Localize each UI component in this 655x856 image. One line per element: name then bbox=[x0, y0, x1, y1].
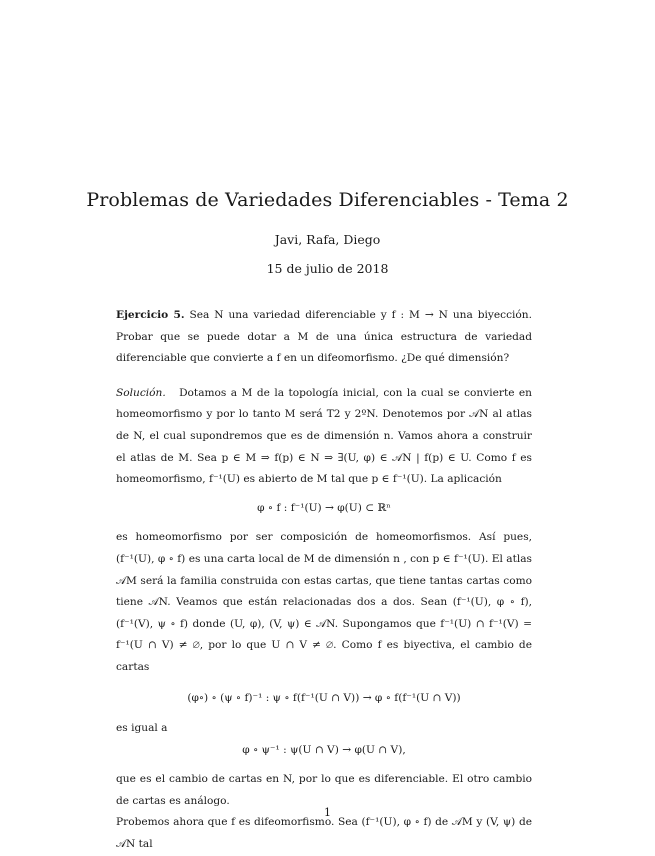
page-number: 1 bbox=[324, 806, 331, 819]
solution-label: Solución. bbox=[116, 386, 166, 399]
solution-paragraph-5: Probemos ahora que f es difeomorfismo. Sea (f⁻¹(U), φ ∘ f) de 𝒜M y (V, ψ) de 𝒜N tal bbox=[116, 816, 532, 851]
display-equation-1: φ ∘ f : f⁻¹(U) → φ(U) ⊂ ℝⁿ bbox=[257, 501, 391, 514]
solution-paragraph-3: es igual a bbox=[116, 722, 168, 735]
solution-paragraph-2: es homeomorfismo por ser composición de homeomorfismos. Así pues, (f⁻¹(U), φ ∘ f) es una carta local de M de dimensión n , con p ∈ f⁻¹(U). El atlas 𝒜M será la familia construida con estas cartas, que tiene tantas cartas como tiene 𝒜N. Veamos que están relacionadas dos a dos. Sean (f⁻¹(U), φ ∘ f), (f⁻¹(V), ψ ∘ f) donde (U, φ), (V, ψ) ∈ 𝒜N. Supongamos que f⁻¹(U) ∩ f⁻¹(V) = f⁻¹(U ∩ V) ≠ ∅, por lo que U ∩ V ≠ ∅. Como f es biyectiva, el cambio de cartas bbox=[116, 531, 532, 673]
solution-paragraph-4: que es el cambio de cartas en N, por lo que es diferenciable. El otro cambio de cartas es análogo. bbox=[116, 773, 532, 807]
solution-text-1: Dotamos a M de la topología inicial, con la cual se convierte en homeomorfismo y por lo tanto M será T2 y 2ºN. Denotemos por 𝒜N al atlas de N, el cual supondremos que es de dimensión n. Vamos ahora a construir el atlas de M. Sea p ∈ M ⇒ f(p) ∈ N ⇒ ∃(U, φ) ∈ 𝒜N | f(p) ∈ U. Como f es homeomorfismo, f⁻¹(U) es abierto de M tal que p ∈ f⁻¹(U). La aplicación bbox=[116, 386, 532, 486]
exercise-statement bbox=[116, 305, 532, 370]
document-date: 15 de julio de 2018 bbox=[266, 261, 389, 276]
display-equation-3: φ ∘ ψ⁻¹ : ψ(U ∩ V) → φ(U ∩ V), bbox=[242, 743, 406, 756]
solution-paragraph-1 bbox=[116, 383, 532, 491]
exercise-label: Ejercicio 5. bbox=[116, 309, 185, 321]
display-equation-2: (φ∘) ∘ (ψ ∘ f)⁻¹ : ψ ∘ f(f⁻¹(U ∩ V)) → φ ∘ f(f⁻¹(U ∩ V)) bbox=[187, 691, 461, 704]
document-authors: Javi, Rafa, Diego bbox=[274, 232, 381, 247]
document-body bbox=[116, 305, 532, 856]
document-title: Problemas de Variedades Diferenciables - Tema 2 bbox=[86, 189, 569, 211]
exercise-text: Sea N una variedad diferenciable y f : M → N una biyección. Probar que se puede dotar a M de una única estructura de variedad diferenciable que convierte a f en un difeomorfismo. ¿De qué dimensión? bbox=[116, 309, 532, 365]
